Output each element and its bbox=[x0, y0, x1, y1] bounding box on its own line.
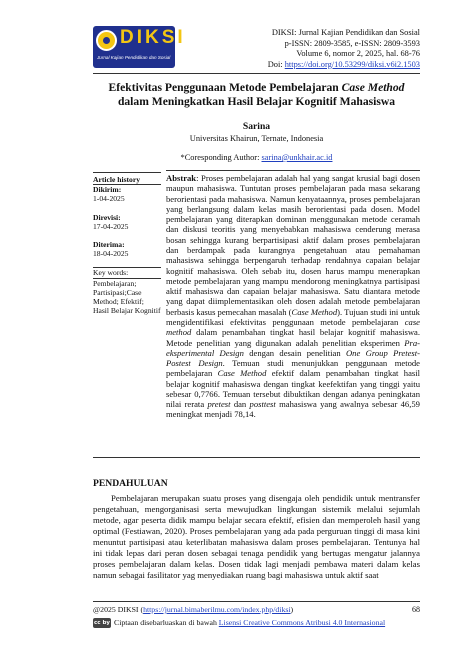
keywords-label: Key words: bbox=[93, 268, 129, 278]
footer-divider bbox=[93, 601, 420, 602]
page-number: 68 bbox=[412, 605, 420, 614]
abstract-text: Abstrak: Proses pembelajaran adalah hal yang sangat krusial bagi dosen maupun mahasiswa. Tuntutan proses pembelajaran pada masa sekarang berorientasi pada mahasiswa. Namun kenyataannya, proses pembelajaran yang berlangsung dalam kelas masih berorientasi pada dosen. Model pembelajaran yang diterapkan dominan menggunakan metode ceramah dan diskusi teoritis yang menyebabkan mahasiswa cenderung merasa bosan sehingga kurang berpartisipasi aktif dalam proses pembelajaran dan berdampak pada kurangnya pengetahuan atau pemahaman mahasiswa sehingga berpengaruh terhadap rendahnya capaian belajar kognitif mahasiswa. Oleh sebab itu, dosen harus mampu menerapkan metode pembelajaran yang mampu mendorong meningkatnya partisipasi aktif mahasiswa dan capaian belajar mahasiswa. Satu diantara metode yang dapat diimplementasikan oleh dosen adalah metode pembelajaran berbasis kasus pemecahan masalah (Case Method). Tujuan studi ini untuk mengidentifikasi efektivitas penggunaan metode pembelajaran case method dalam penambahan tingkat hasil belajar kognitif mahasiswa. Metode penelitian yang digunakan adalah penelitian eksperimen Pra-eksperimental Design dengan desain penelitian One Group Pretest-Postest Design. Temuan studi menunjukkan penggunaan metode pembelajaran Case Method efektif dalam penambahan tingkat hasil belajar kognitif mahasiswa dengan tingkat keefektifan yang tinggi yaitu sebesar 0,7766. Temuan tersebut dibuktikan dengan adanya peningkatan nilai rerata pretest dan posttest mahasiswa yang awalnya sebesar 46,59 meningkat menjadi 78,14. bbox=[166, 170, 420, 420]
body-paragraph: Pembelajaran merupakan suatu proses yang disengaja oleh pendidik untuk mentransfer pengetahuan, mengorganisasi serta mewujudkan lingkungan sistemik melalui sejumlah metode, agar peserta didik mampu belajar secara efektif, efisien dan memperoleh hasil yang optimal (Festiawan, 2020). Proses pembelajaran yang ada pada perguruan tinggi di masa kini menuntut partisipasi atau keterlibatan mahasiswa dalam proses pembelajaran. Tentunya hal ini tidak lepas dari peran dosen sebagai tenaga pendidik yang bertugas mengatur jalannya proses pembelajaran dalam kelas. Dosen tidak lagi menjadi pembawa materi dalam kelas namun sebagai fasilitator yag menyediakan ruang bagi mahasiswa untuk aktif saat bbox=[93, 493, 420, 580]
received-date: 1-04-2025 bbox=[93, 194, 125, 204]
logo-seal-icon bbox=[96, 30, 117, 51]
corresponding-email-link[interactable]: sarina@unkhair.ac.id bbox=[261, 153, 333, 162]
accepted-date: 18-04-2025 bbox=[93, 249, 129, 259]
received-label: Dikirim: bbox=[93, 185, 122, 195]
history-divider bbox=[93, 172, 161, 173]
corresponding-label: *Coresponding Author: bbox=[180, 153, 262, 162]
journal-issn: p-ISSN: 2809-3585, e-ISSN: 2809-3593 bbox=[284, 38, 420, 48]
abstract bbox=[166, 170, 420, 420]
author-affiliation: Universitas Khairun, Ternate, Indonesia bbox=[189, 134, 324, 143]
footer-copyright: @2025 DIKSI (https://jurnal.bimaberilmu.com/index.php/diksi) bbox=[93, 605, 294, 614]
logo-word: DIKSI bbox=[120, 27, 186, 48]
abstract-label: Abstrak bbox=[166, 173, 197, 183]
title-line1: Efektivitas Penggunaan Metode Pembelajaran bbox=[108, 81, 342, 94]
revised-date: 17-04-2025 bbox=[93, 221, 129, 231]
journal-info bbox=[268, 28, 420, 70]
logo-tagline: Jurnal Kajian Pendidikan dan Sosial bbox=[97, 55, 171, 60]
journal-logo bbox=[93, 26, 186, 68]
author-name: Sarina bbox=[242, 121, 271, 132]
history-title: Article history bbox=[93, 175, 141, 184]
footer-license: Ciptaan disebarluaskan di bawah Lisensi Creative Commons Atribusi 4.0 Internasional bbox=[114, 618, 386, 627]
cc-license-icon: cc by bbox=[94, 620, 110, 626]
header-divider bbox=[93, 73, 420, 74]
journal-name: DIKSI: Jurnal Kajian Pendidikan dan Sosial bbox=[271, 28, 420, 37]
article-history bbox=[93, 172, 161, 315]
section-heading: PENDAHULUAN bbox=[93, 478, 168, 489]
abstract-divider bbox=[93, 457, 420, 458]
title-line2: dalam Meningkatkan Hasil Belajar Kognitif Mahasiswa bbox=[117, 95, 396, 109]
license-link[interactable]: Lisensi Creative Commons Atribusi 4.0 Internasional bbox=[218, 618, 386, 627]
journal-volume: Volume 6, nomor 2, 2025, hal. 68-76 bbox=[296, 49, 420, 59]
keywords-list: Pembelajaran; Partisipasi;Case Method; Efektif; Hasil Belajar Kognitif bbox=[93, 278, 161, 316]
article-title bbox=[93, 81, 420, 110]
title-italic: Case Method bbox=[341, 81, 405, 94]
journal-doi bbox=[268, 60, 420, 71]
corresponding-author bbox=[93, 153, 420, 162]
doi-label: Doi: bbox=[267, 59, 283, 69]
doi-link[interactable]: https://doi.org/10.53299/diksi.v6i2.1503 bbox=[284, 59, 420, 69]
revised-label: Direvisi: bbox=[93, 212, 121, 222]
journal-url-link[interactable]: https://jurnal.bimaberilmu.com/index.php/diksi bbox=[143, 605, 291, 614]
accepted-label: Diterima: bbox=[93, 240, 125, 250]
